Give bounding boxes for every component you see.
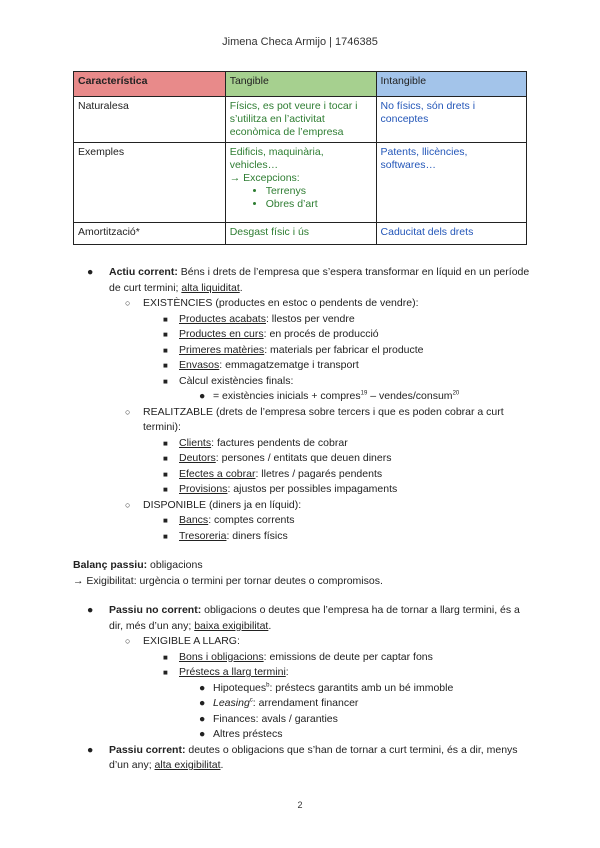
- exceptions-list: [230, 185, 372, 211]
- bullet-square-icon: ■: [163, 330, 168, 339]
- term: Bancs: [179, 514, 209, 526]
- header-tangible: Tangible: [225, 72, 376, 97]
- passiu-no-corrent-text: obligacions o deutes que l’empresa ha de tornar a llarg termini, és a dir, més d’un any;: [109, 604, 520, 632]
- list-item: [73, 451, 533, 467]
- description: : préstecs garantits amb un bé immoble: [269, 681, 454, 694]
- footnote-ref: c: [249, 697, 253, 704]
- cell-intangible: Caducitat dels drets: [376, 223, 526, 245]
- passiu-corrent-text: deutes o obligacions que s’han de tornar a curt termini, és a dir, menys d’un any;: [109, 743, 518, 771]
- calc-label: Càlcul existències finals:: [179, 374, 294, 387]
- list-item: [73, 650, 533, 666]
- term: Clients: [179, 436, 212, 449]
- cell-label: Exemples: [74, 143, 226, 223]
- description: : persones / entitats que deuen diners: [215, 452, 392, 464]
- table-row-amortitzacio: [74, 223, 527, 245]
- header-intangible: Intangible: [376, 72, 526, 97]
- passiu-no-corrent-highlight: baixa exigibilitat: [194, 619, 269, 632]
- footnote-ref: b: [266, 682, 270, 688]
- bullet-dot-icon: ●: [199, 712, 206, 725]
- description: : lletres / pagarés pendents: [255, 467, 383, 480]
- description: Finances: avals / garanties: [213, 712, 338, 725]
- formula-item: [73, 389, 533, 405]
- footnote-ref: 19: [360, 390, 368, 397]
- bullet-dot-icon: ●: [199, 390, 206, 402]
- bullet-dot-icon: ●: [87, 266, 94, 278]
- list-item: [73, 696, 533, 712]
- exigibilitat-line: → Exigibilitat: urgència o termini per tornar deutes o compromisos.: [73, 574, 383, 587]
- bullet-dot-icon: ●: [87, 604, 94, 616]
- term: Productes en curs: [179, 328, 264, 340]
- description: : llestos per vendre: [265, 312, 355, 325]
- table-row-naturalesa: [74, 97, 527, 143]
- term: Provisions: [179, 483, 228, 495]
- description: : materials per fabricar el producte: [264, 343, 424, 356]
- description: : emissions de deute per captar fons: [263, 650, 433, 663]
- disponible-title: DISPONIBLE (diners ja en líquid):: [143, 498, 302, 511]
- description: : emmagatzematge i transport: [219, 359, 359, 371]
- realitzable-heading: [73, 405, 533, 436]
- disponible-heading: [73, 498, 533, 514]
- list-item: [73, 513, 533, 529]
- formula-part: = existències inicials + compres: [213, 390, 361, 402]
- bullet-square-icon: ■: [163, 516, 168, 525]
- list-item: [73, 358, 533, 374]
- term: Productes acabats: [179, 312, 266, 325]
- bullet-dot-icon: ●: [199, 728, 206, 740]
- bullet-square-icon: ■: [163, 361, 168, 370]
- bullet-dot-icon: ●: [199, 697, 206, 709]
- passiu-corrent-title: Passiu corrent:: [109, 743, 186, 756]
- bullet-circle-icon: ○: [125, 406, 131, 417]
- existencies-heading: [73, 296, 533, 312]
- bullet-square-icon: ■: [163, 531, 168, 541]
- term: Primeres matèries: [179, 343, 265, 356]
- cell-tangible: [225, 143, 376, 223]
- passiu-no-corrent-title: Passiu no corrent:: [109, 604, 202, 616]
- bullet-square-icon: ■: [163, 314, 168, 324]
- cell-exceptions-label: → Excepcions:: [229, 172, 300, 184]
- cell-intangible: Patents, llicències, softwares…: [376, 143, 526, 223]
- description: : diners físics: [226, 529, 288, 542]
- passiu-corrent-item: [73, 743, 533, 774]
- cell-label: Amortització*: [74, 223, 226, 245]
- list-item: [73, 727, 533, 743]
- description: : ajustos per possibles impagaments: [227, 483, 398, 495]
- cell-intangible: No físics, són drets i conceptes: [376, 97, 526, 143]
- term: Envasos: [179, 359, 220, 371]
- list-item: [73, 665, 533, 681]
- table-row-exemples: [74, 143, 527, 223]
- list-item: • Obres d’art: [266, 198, 372, 211]
- bullet-circle-icon: ○: [125, 499, 131, 510]
- bullet-square-icon: ■: [163, 438, 168, 448]
- description: : en procés de producció: [263, 328, 379, 340]
- actiu-corrent-text: Béns i drets de l’empresa que s’espera transformar en líquid en un període de curt termini;: [109, 266, 530, 294]
- bullet-square-icon: ■: [163, 469, 168, 479]
- description: :: [285, 666, 289, 678]
- actiu-corrent-highlight: alta liquiditat: [181, 281, 240, 294]
- list-item: [73, 482, 533, 498]
- punctuation: .: [220, 759, 224, 771]
- bullet-square-icon: ■: [163, 668, 168, 677]
- existencies-title: EXISTÈNCIES (productes en estoc o pendents de vendre):: [143, 297, 419, 309]
- list-item: [73, 529, 533, 545]
- page-header: Jimena Checa Armijo | 1746385: [222, 36, 378, 48]
- list-item: [73, 712, 533, 728]
- passiu-corrent-highlight: alta exigibilitat: [154, 759, 221, 771]
- term: Hipoteques: [213, 681, 267, 694]
- list-item: [73, 327, 533, 343]
- actiu-corrent-title: Actiu corrent:: [109, 266, 178, 278]
- punctuation: .: [268, 619, 272, 632]
- description: : comptes corrents: [208, 514, 295, 526]
- actiu-corrent-item: [73, 265, 533, 296]
- comparison-table: [73, 71, 527, 245]
- list-item: [73, 312, 533, 328]
- passiu-title-rest: obligacions: [147, 559, 203, 571]
- cell-tangible: Físics, es pot veure i tocar i s’utilitza en l’activitat econòmica de l’empresa: [225, 97, 376, 143]
- footnote-ref: 20: [452, 390, 460, 397]
- list-item: [73, 374, 533, 390]
- list-item: • Terrenys: [266, 185, 372, 198]
- exigible-heading: [73, 634, 533, 650]
- description: Altres préstecs: [213, 728, 283, 740]
- punctuation: .: [239, 281, 243, 294]
- bullet-square-icon: ■: [163, 485, 168, 494]
- bullet-dot-icon: ●: [199, 681, 206, 694]
- bullet-square-icon: ■: [163, 376, 168, 386]
- list-item: [73, 467, 533, 483]
- term: Leasing: [213, 697, 250, 709]
- bullet-circle-icon: ○: [125, 298, 131, 308]
- bullet-circle-icon: ○: [125, 636, 131, 646]
- term: Bons i obligacions: [179, 650, 264, 663]
- list-item: [73, 343, 533, 359]
- description: : arrendament financer: [252, 697, 359, 709]
- bullet-square-icon: ■: [163, 652, 168, 662]
- document-body: [73, 265, 533, 774]
- term: Tresoreria: [179, 529, 227, 542]
- term: Efectes a cobrar: [179, 467, 256, 480]
- realitzable-title: REALITZABLE (drets de l’empresa sobre tercers i que es poden cobrar a curt termini):: [143, 405, 504, 433]
- page-number: 2: [297, 800, 303, 810]
- formula-part: – vendes/consum: [367, 390, 453, 402]
- bullet-dot-icon: ●: [87, 743, 94, 756]
- passiu-no-corrent-item: [73, 603, 533, 634]
- passiu-title: Balanç passiu:: [73, 559, 148, 571]
- header-caracteristica: Característica: [74, 72, 226, 97]
- passiu-heading: [73, 558, 533, 574]
- cell-tangible: Desgast físic i ús: [225, 223, 376, 245]
- table-header-row: [74, 72, 527, 97]
- cell-label: Naturalesa: [74, 97, 226, 143]
- bullet-square-icon: ■: [163, 345, 168, 355]
- list-item: [73, 436, 533, 452]
- list-item: [73, 681, 533, 697]
- cell-tangible-text: Edificis, maquinària, vehicles…: [229, 146, 324, 171]
- description: : factures pendents de cobrar: [211, 436, 348, 449]
- term: Deutors: [179, 452, 216, 464]
- bullet-square-icon: ■: [163, 454, 168, 463]
- exigible-title: EXIGIBLE A LLARG:: [143, 635, 240, 647]
- term: Préstecs a llarg termini: [179, 666, 286, 678]
